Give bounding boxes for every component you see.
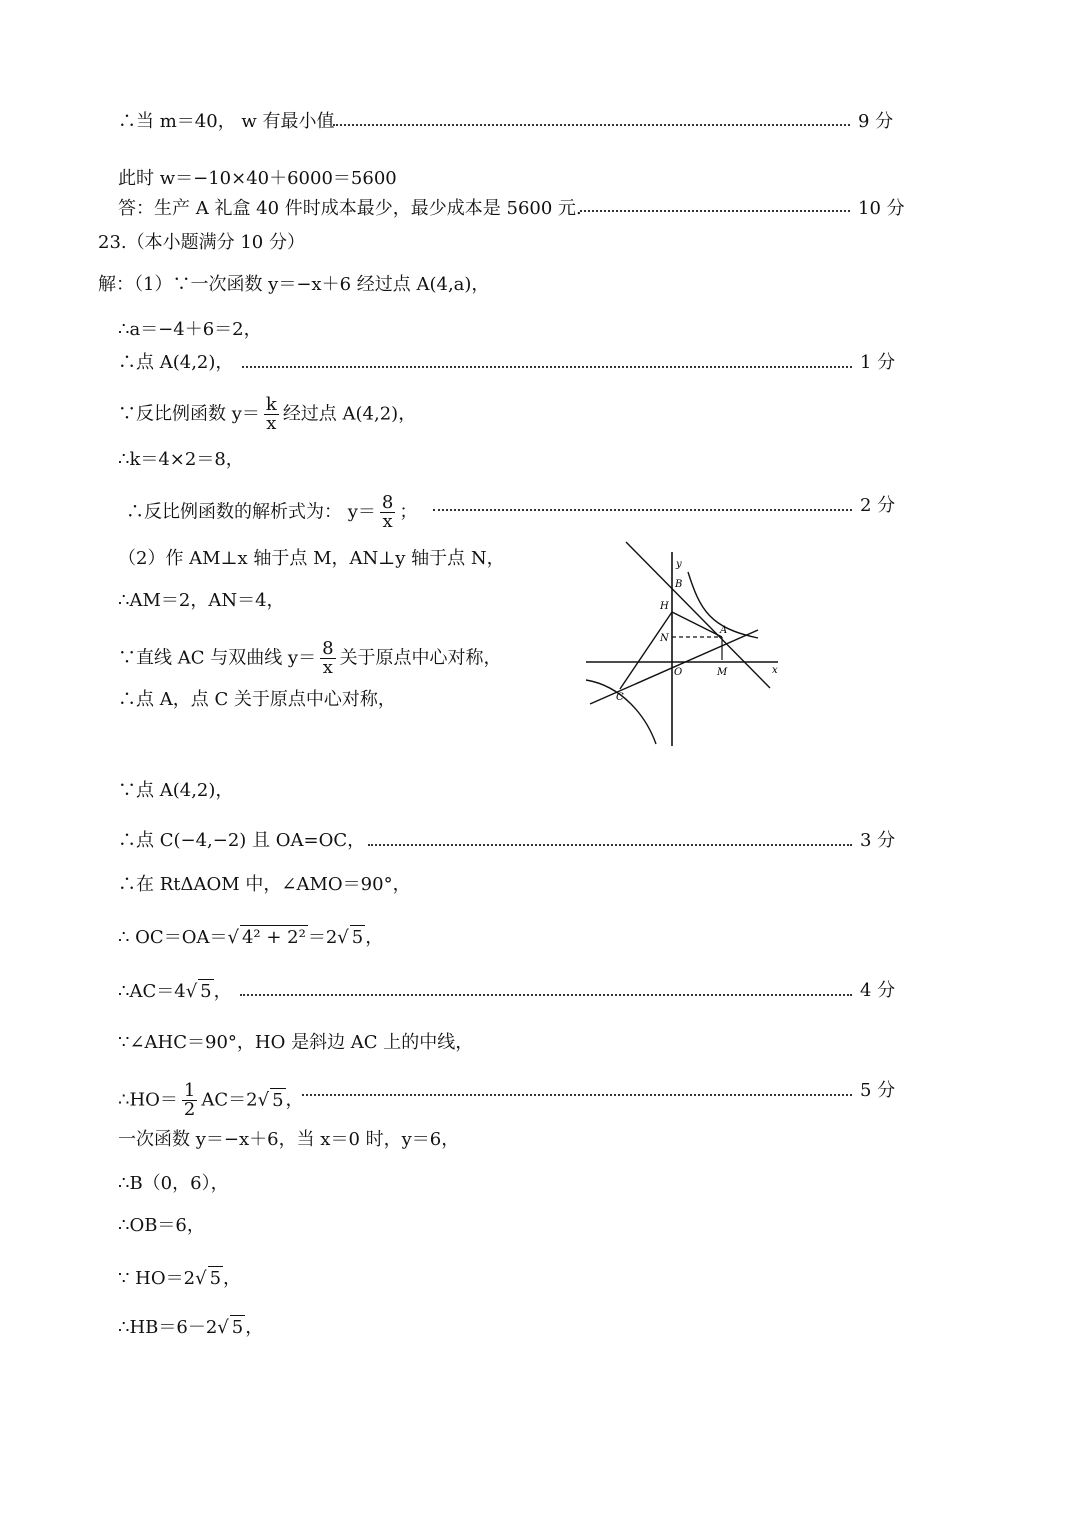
part2-line-7: ∴在 RtΔAOM 中，∠AMO＝90°， — [118, 874, 411, 895]
label-O: O — [674, 667, 683, 678]
fraction-8-over-x: $\frac{8}{x}$ — [322, 638, 334, 678]
score-2: 2 分 — [860, 495, 896, 516]
label-H: H — [660, 601, 669, 612]
sol-line-1: 解：（1）∵一次函数 y＝−x＋6 经过点 A(4,a)， — [98, 274, 490, 295]
line-hc — [620, 612, 672, 689]
line-min-value: ∴当 m＝40， w 有最小值 — [118, 111, 335, 132]
part2-line-12: 一次函数 y＝−x＋6，当 x＝0 时，y＝6， — [118, 1129, 460, 1150]
sol-line-4: ∵反比例函数 y＝ $\frac{k}{x}$ 经过点 A(4,2)， — [118, 394, 417, 434]
fraction-one-half: $\frac{1}{2}$ — [183, 1080, 196, 1120]
part2-line-10: ∵∠AHC＝90°，HO 是斜边 AC 上的中线， — [118, 1032, 474, 1053]
line-answer: 答：生产 A 礼盒 40 件时成本最少，最少成本是 5600 元. — [118, 198, 582, 219]
label-A: A — [720, 625, 728, 636]
leader-dots — [368, 844, 852, 846]
label-B: B — [675, 579, 683, 590]
fraction-k-over-x: $\frac{k}{x}$ — [265, 394, 277, 434]
sol-line-2: ∴a＝−4＋6＝2， — [118, 319, 262, 340]
score-1: 1 分 — [860, 352, 896, 373]
part2-line-11: ∴HO＝ $\frac{1}{2}$ AC＝2√ 5 ， — [118, 1080, 304, 1120]
label-M: M — [717, 667, 728, 678]
score-4: 4 分 — [860, 980, 896, 1001]
label-y: y — [676, 559, 682, 570]
line-ha — [672, 612, 722, 637]
fraction-8-over-x: $\frac{8}{x}$ — [381, 492, 394, 532]
part2-line-15: ∵ HO＝2√ 5 ， — [118, 1268, 242, 1289]
label-C: C — [616, 692, 624, 703]
score-5: 5 分 — [860, 1080, 896, 1101]
line-w-value: 此时 w＝−10×40＋6000＝5600 — [118, 168, 397, 189]
label-N: N — [660, 633, 669, 644]
sol-line-6: ∴反比例函数的解析式为： y＝ $\frac{8}{x}$ ； — [126, 492, 418, 532]
label-x: x — [772, 665, 778, 676]
problem-heading: 23.（本小题满分 10 分） — [98, 232, 305, 253]
part2-line-14: ∴OB＝6， — [118, 1215, 205, 1236]
leader-dots — [333, 124, 850, 126]
part2-line-8: ∴ OC＝OA＝√ 4² + 2² ＝2√ 5 ， — [118, 927, 384, 948]
part2-line-2: ∴AM＝2，AN＝4， — [118, 590, 285, 611]
leader-dots — [240, 994, 852, 996]
sol-line-5: ∴k＝4×2＝8， — [118, 449, 244, 470]
part2-line-6: ∴点 C(−4,−2) 且 OA=OC， — [118, 830, 366, 851]
part2-line-16: ∴HB＝6－2√ 5 ， — [118, 1317, 264, 1338]
sol-line-3: ∴点 A(4,2)， — [118, 352, 234, 373]
line-y-neg-x-plus-6 — [626, 542, 770, 688]
part2-line-1: （2）作 AM⊥x 轴于点 M，AN⊥y 轴于点 N， — [118, 548, 505, 569]
part2-line-3: ∵直线 AC 与双曲线 y＝ $\frac{8}{x}$ 关于原点中心对称， — [118, 638, 502, 678]
part2-line-4: ∴点 A，点 C 关于原点中心对称， — [118, 689, 396, 710]
part2-line-13: ∴B（0，6）， — [118, 1173, 229, 1194]
part2-line-5: ∵点 A(4,2)， — [118, 780, 234, 801]
part2-line-9: ∴AC＝4√ 5 ， — [118, 981, 232, 1002]
score-9: 9 分 — [858, 111, 894, 132]
leader-dots — [242, 366, 852, 368]
score-3: 3 分 — [860, 830, 896, 851]
leader-dots — [433, 509, 852, 511]
score-10: 10 分 — [858, 198, 905, 219]
leader-dots — [302, 1094, 852, 1096]
coordinate-graph — [582, 540, 782, 750]
leader-dots — [580, 210, 850, 212]
